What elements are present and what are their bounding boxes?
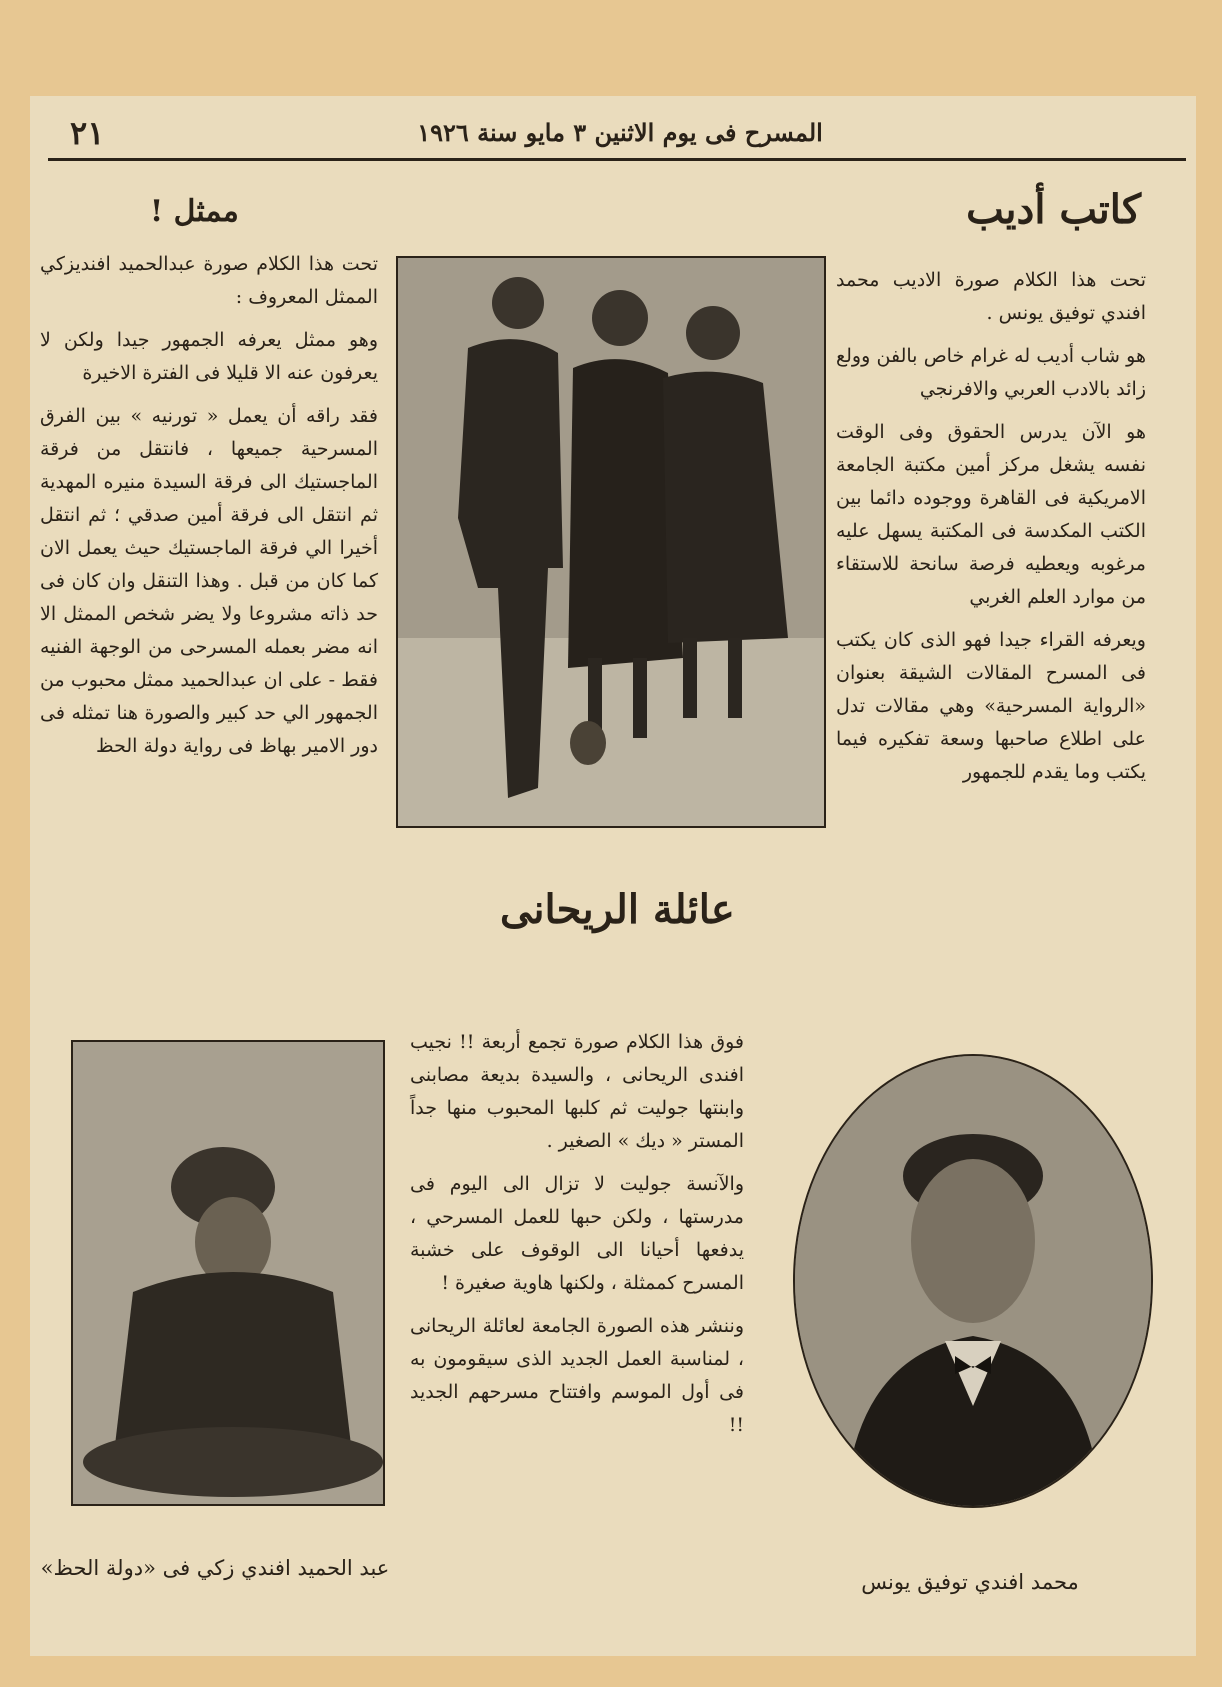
actor-photo [71,1040,385,1506]
left-article-paragraph: فقد راقه أن يعمل « تورنيه » بين الفرق المسرحية جميعها ، فانتقل من فرقة الماجستيك الى فرقة السيدة منيره المهدية ثم انتقل الى فرقة أمين صدقي ؛ ثم انتقل أخيرا الي فرقة الماجستيك حيث يعمل الان كما كان من قبل . وهذا التنقل وان كان فى حد ذاته مشروعا ولا يضر شخص الممثل الا انه مضر بعمله المسرحى من الوجهة الفنيه فقط - على ان عبدالحميد ممثل محبوب من الجمهور الي حد كبير والصورة هنا تمثله فى دور الامير بهاظ فى رواية دولة الحظ [40,405,378,757]
header-rule [48,158,1186,161]
center-article-paragraph: وننشر هذه الصورة الجامعة لعائلة الريحانى ، لمناسبة العمل الجديد الذى سيقومون به فى أول الموسم وافتتاح مسرحهم الجديد !! [410,1315,744,1436]
right-article-paragraph: تحت هذا الكلام صورة الاديب محمد افندي توفيق يونس . [836,269,1146,324]
center-article-body [410,1026,744,1452]
newspaper-page [30,96,1196,1656]
right-article-paragraph: ويعرفه القراء جيدا فهو الذى كان يكتب فى المسرح المقالات الشيقة بعنوان «الرواية المسرحية» وهي مقالات تدل على اطلاع صاحبها وسعة تفكيره فيما يكتب وما يقدم للجمهور [836,629,1146,783]
writer-portrait-caption: محمد افندي توفيق يونس [861,1570,1079,1594]
left-article-paragraph: تحت هذا الكلام صورة عبدالحميد افنديزكي الممثل المعروف : [40,253,378,308]
left-article-paragraph: وهو ممثل يعرفه الجمهور جيدا ولكن لا يعرفون عنه الا قليلا فى الفترة الاخيرة [40,329,378,384]
left-article-headline: ممثل ! [150,194,239,229]
center-article-paragraph: فوق هذا الكلام صورة تجمع أربعة !! نجيب افندى الريحانى ، والسيدة بديعة مصابنى وابنتها جوليت ثم كلبها المحبوب منها جداً المستر « ديك » الصغير . [410,1031,744,1152]
center-article-paragraph: والآنسة جوليت لا تزال الى اليوم فى مدرستها ، ولكن حبها للعمل المسرحي ، يدفعها أحيانا الى الوقوف على خشبة المسرح كممثلة ، ولكنها هاوية صغيرة ! [410,1173,744,1294]
center-article-headline: عائلة الريحانى [500,886,735,933]
right-article-paragraph: هو الآن يدرس الحقوق وفى الوقت نفسه يشغل مركز أمين مكتبة الجامعة الامريكية فى القاهرة ووجوده دائما بين الكتب المكدسة فى المكتبة يسهل عليه مرغوبه ويعطيه فرصة سانحة للاستقاء من موارد العلم الغربي [836,421,1146,608]
page-number: ٢١ [70,114,105,152]
right-article-headline: كاتب أديب [966,186,1141,233]
left-article-body [40,248,378,773]
right-article-paragraph: هو شاب أديب له غرام خاص بالفن وولع زائد بالادب العربي والافرنجي [836,345,1146,400]
page-header-title: المسرح فى يوم الاثنين ٣ مايو سنة ١٩٢٦ [417,118,823,147]
right-article-body [836,264,1146,799]
family-group-photo [396,256,826,828]
actor-photo-caption: عبد الحميد افندي زكي فى «دولة الحظ» [40,1556,390,1580]
writer-portrait-photo [793,1054,1153,1508]
